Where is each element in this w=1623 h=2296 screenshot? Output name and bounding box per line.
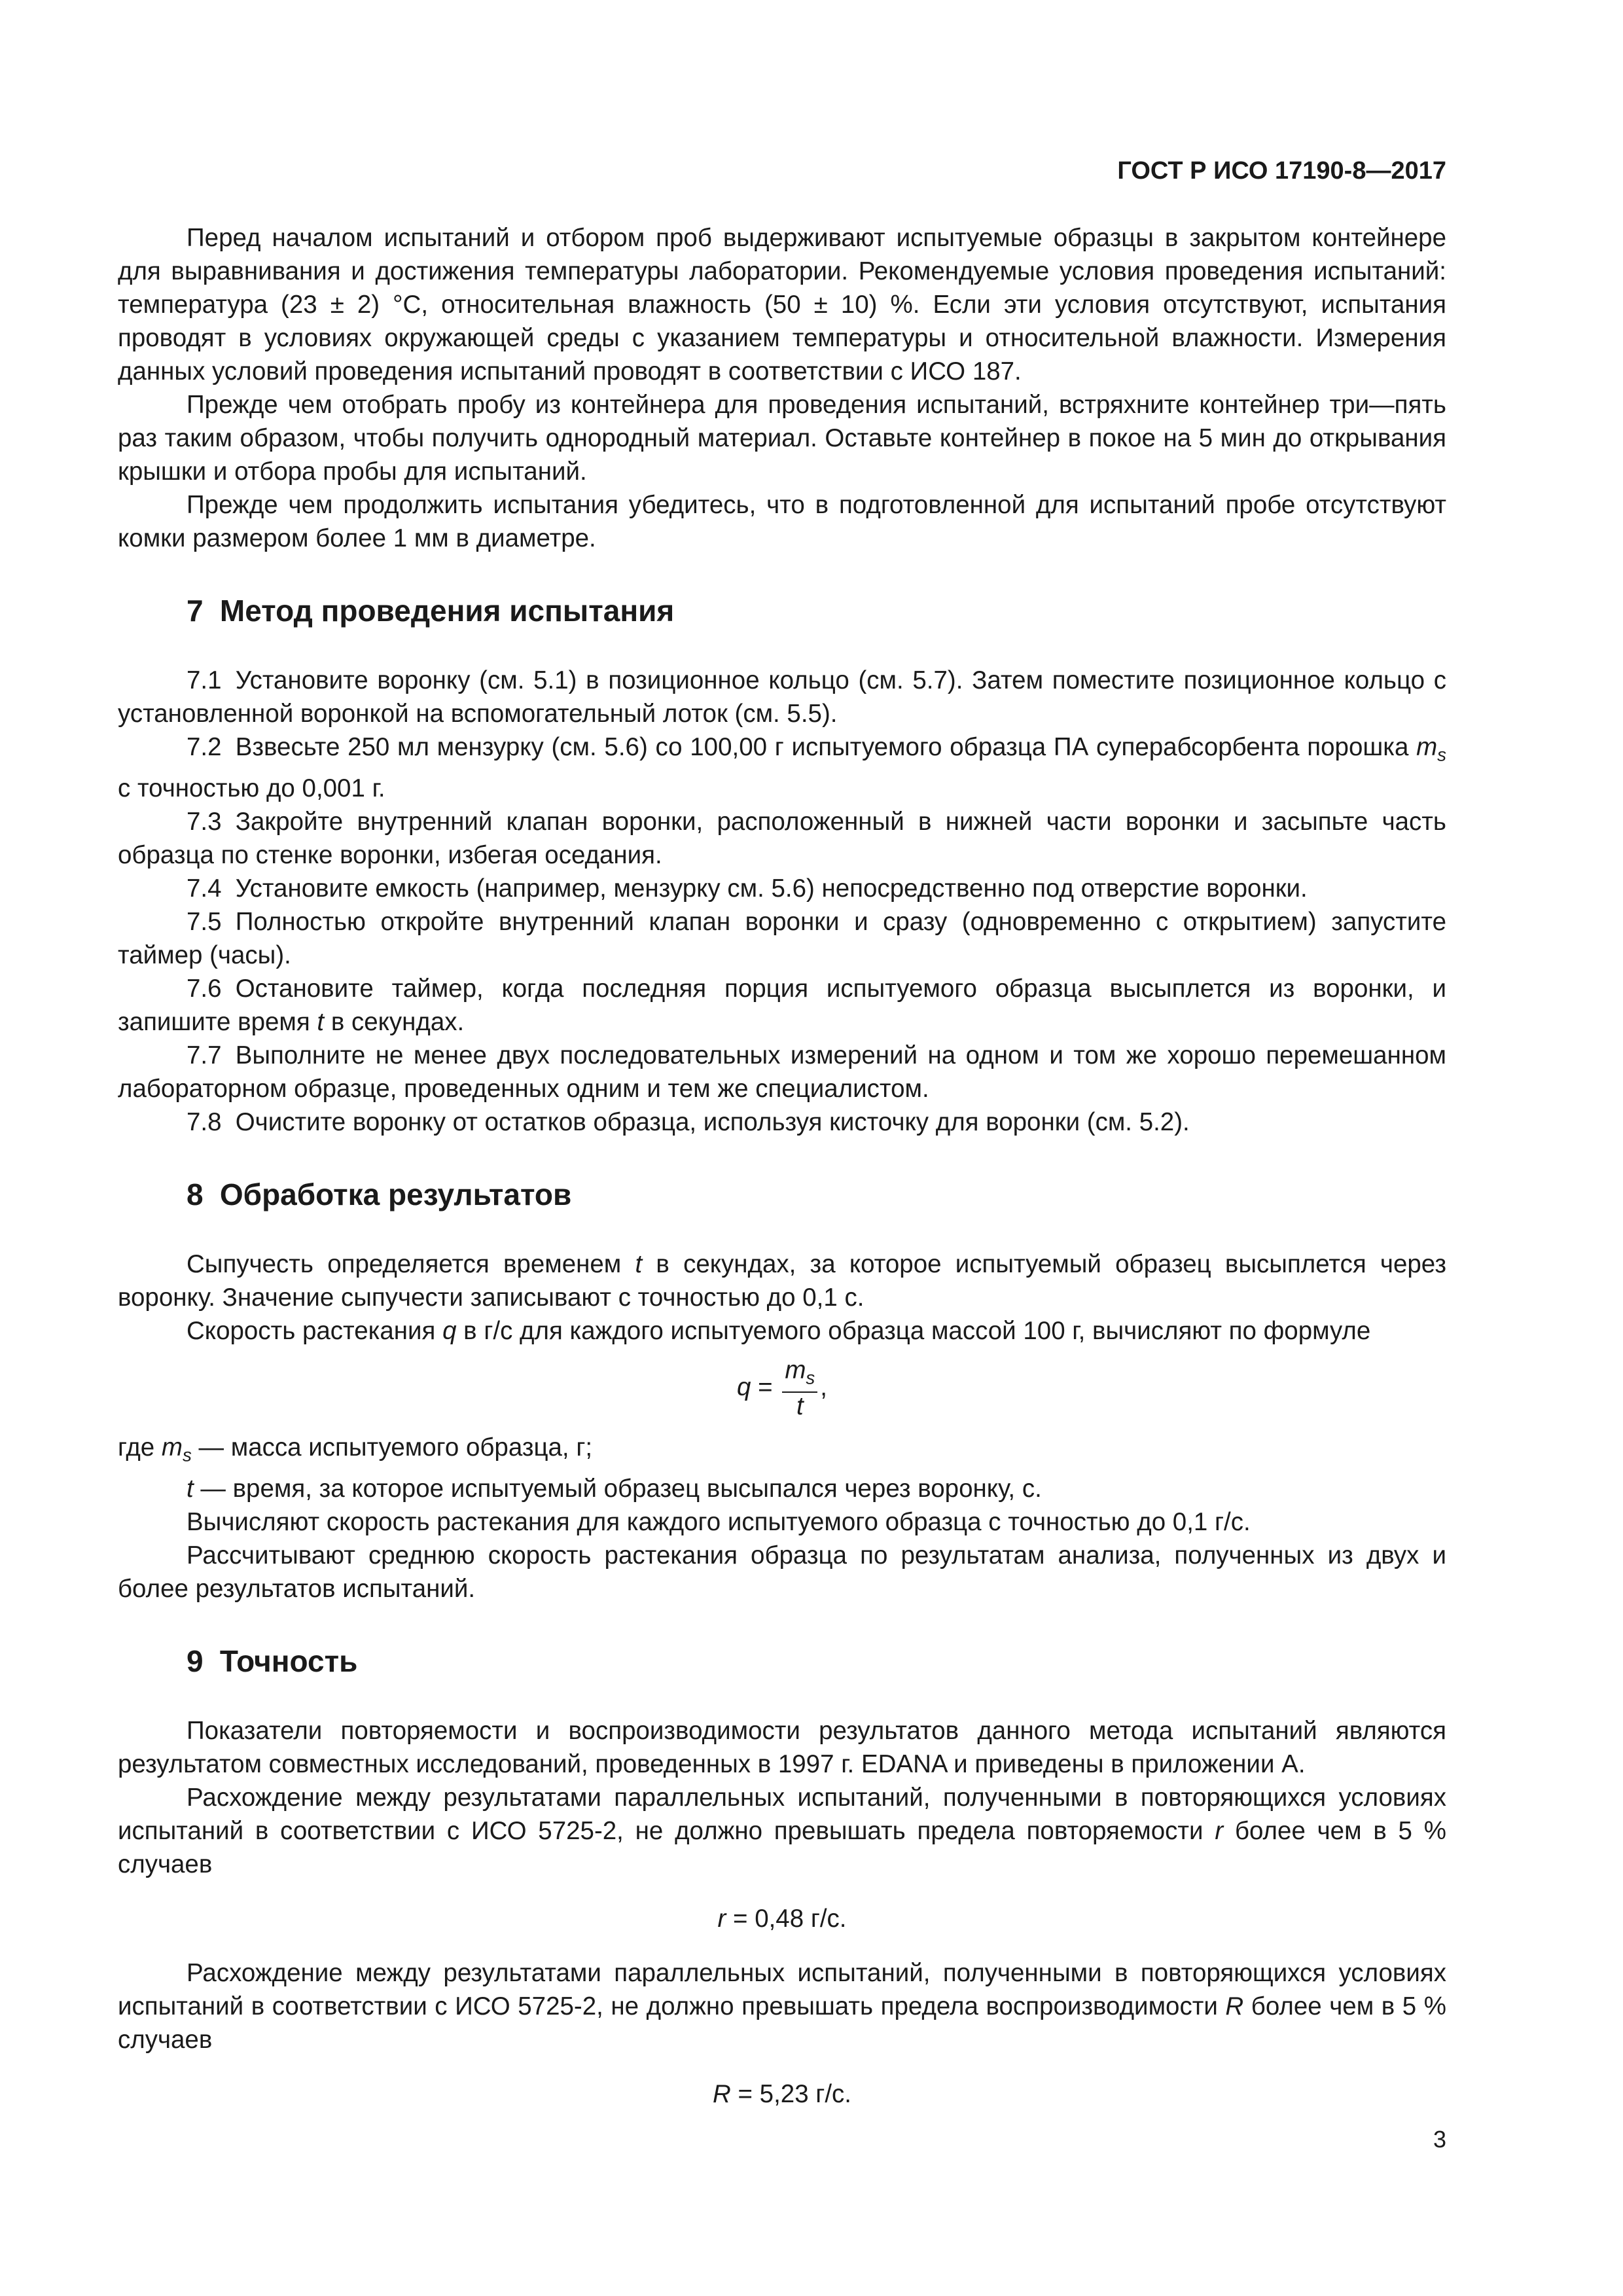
variable: R	[712, 2080, 731, 2109]
text-run: Скорость растекания	[187, 1316, 443, 1345]
section-8-paragraph-1	[118, 1247, 1446, 1314]
section-number: 8	[187, 1177, 204, 1211]
intro-paragraph-3: Прежде чем продолжить испытания убедитесь, что в подготовленной для испытаний пробе отсутствуют комки размером более 1 мм в диаметре.	[118, 491, 1446, 552]
variable: m	[1416, 733, 1438, 761]
clause-7-4	[118, 872, 1446, 905]
variable: r	[1215, 1817, 1224, 1846]
variable: q	[442, 1316, 457, 1345]
section-number: 7	[187, 594, 204, 628]
section-9-paragraph-2	[118, 1781, 1446, 1881]
formula-lhs: q	[737, 1372, 751, 1401]
clause-text: с точностью до 0,001 г.	[118, 774, 385, 802]
repeatability-equation	[118, 1902, 1446, 1935]
text-run: более чем в 5 % случаев	[118, 1992, 1446, 2054]
section-7-heading	[118, 593, 1446, 628]
flow-rate-formula	[118, 1357, 1446, 1421]
variable-subscript: s	[182, 1445, 192, 1466]
clause-7-7	[118, 1039, 1446, 1105]
formula-equals: =	[751, 1372, 780, 1401]
clause-7-2	[118, 730, 1446, 805]
clause-7-5	[118, 905, 1446, 972]
clause-text: Выполните не менее двух последовательных измерений на одном и том же хорошо перемешанном лабораторном образце, проведенных одним и тем же специалистом.	[118, 1041, 1446, 1103]
text-run: в г/с для каждого испытуемого образца массой 100 г, вычисляют по формуле	[456, 1316, 1371, 1345]
text-run: Расхождение между результатами параллельных испытаний, полученными в повторяющихся условиях испытаний в соответствии с ИСО 5725-2, не должно превышать предела воспроизводимости	[118, 1959, 1446, 2021]
clause-text: Очистите воронку от остатков образца, используя кисточку для воронки (см. 5.2).	[235, 1107, 1190, 1136]
reproducibility-equation	[118, 2077, 1446, 2111]
clause-number: 7.3	[187, 807, 222, 836]
clause-text: Взвесьте 250 мл мензурку (см. 5.6) со 100,00 г испытуемого образца ПА суперабсорбента порошка	[235, 733, 1417, 761]
text-run: = 5,23 г/с.	[730, 2080, 851, 2109]
text-run: в секундах, за которое испытуемый образец высыплется через воронку. Значение сыпучести записывают с точностью до 0,1 с.	[118, 1249, 1446, 1312]
variable: R	[1225, 1992, 1244, 2021]
variable: r	[717, 1905, 726, 1933]
clause-text: Полностью откройте внутренний клапан воронки и сразу (одновременно с открытием) запустите таймер (часы).	[118, 907, 1446, 969]
clause-number: 7.2	[187, 733, 222, 761]
intro-paragraph-2: Прежде чем отобрать пробу из контейнера для проведения испытаний, встряхните контейнер три—пять раз таким образом, чтобы получить однородный материал. Оставьте контейнер в покое на 5 мин до открывания крышки и отбора пробы для испытаний.	[118, 391, 1446, 486]
clause-7-6	[118, 972, 1446, 1039]
section-8-paragraph-2	[118, 1314, 1446, 1348]
text-run: где	[118, 1433, 162, 1462]
section-title: Точность	[219, 1644, 358, 1679]
text-run: — время, за которое испытуемый образец высыпался через воронку, с.	[193, 1475, 1042, 1503]
variable: m	[161, 1433, 183, 1462]
formula-tail: ,	[820, 1372, 827, 1401]
clause-text: Установите емкость (например, мензурку см. 5.6) непосредственно под отверстие воронки.	[235, 874, 1308, 903]
variable: t	[796, 1392, 804, 1421]
document-page	[118, 157, 1446, 2132]
fraction-numerator	[782, 1357, 817, 1393]
variable-subscript: s	[1437, 744, 1446, 765]
variable-subscript: s	[806, 1367, 815, 1388]
page-number: 3	[1433, 2126, 1446, 2153]
clause-number: 7.7	[187, 1041, 222, 1069]
clause-text: Закройте внутренний клапан воронки, расположенный в нижней части воронки и засыпьте часть образца по стенке воронки, избегая оседания.	[118, 807, 1446, 869]
text-run: — масса испытуемого образца, г;	[191, 1433, 593, 1462]
variable: t	[635, 1249, 643, 1278]
clause-number: 7.5	[187, 907, 222, 936]
section-number: 9	[187, 1644, 204, 1679]
section-title: Обработка результатов	[219, 1177, 572, 1211]
clause-number: 7.6	[187, 974, 222, 1003]
where-line-2	[118, 1472, 1446, 1505]
variable: m	[785, 1355, 806, 1384]
intro-paragraph-1: Перед началом испытаний и отбором проб выдерживают испытуемые образцы в закрытом контейнере для выравнивания и достижения температуры лаборатории. Рекомендуемые условия проведения испытаний: температура (23 ± 2) °C, относительная влажность (50 ± 10) %. Если эти условия отсутствуют, испытания проводят в условиях окружающей среды с указанием температуры и относительной влажности. Измерения данных условий проведения испытаний проводят в соответствии с ИСО 187.	[118, 224, 1446, 386]
section-9-paragraph-3	[118, 1956, 1446, 2056]
clause-number: 7.4	[187, 874, 222, 903]
clause-text: Установите воронку (см. 5.1) в позиционное кольцо (см. 5.7). Затем поместите позиционное кольцо с установленной воронкой на вспомогательный лоток (см. 5.5).	[118, 666, 1446, 728]
section-9-heading	[118, 1643, 1446, 1679]
section-9-paragraph-1: Показатели повторяемости и воспроизводимости результатов данного метода испытаний являются результатом совместных исследований, проведенных в 1997 г. EDANA и приведены в приложении А.	[118, 1717, 1446, 1779]
section-8-paragraph-4: Рассчитывают среднюю скорость растекания образца по результатам анализа, полученных из двух и более результатов испытаний.	[118, 1541, 1446, 1604]
document-header: ГОСТ Р ИСО 17190-8—2017	[1117, 157, 1446, 185]
formula-fraction	[782, 1357, 817, 1421]
variable: t	[317, 1007, 325, 1036]
clause-text: Остановите таймер, когда последняя порция испытуемого образца высыплется из воронки, и запишите время	[118, 974, 1446, 1036]
clause-text: в секундах.	[324, 1007, 465, 1036]
section-8-heading	[118, 1177, 1446, 1212]
section-title: Метод проведения испытания	[219, 594, 675, 628]
text-run: Расхождение между результатами параллельных испытаний, полученными в повторяющихся условиях испытаний в соответствии с ИСО 5725-2, не должно превышать предела повторяемости	[118, 1784, 1446, 1846]
where-line-1	[118, 1431, 1446, 1472]
clause-number: 7.8	[187, 1107, 222, 1136]
fraction-denominator	[782, 1393, 817, 1420]
clause-number: 7.1	[187, 666, 222, 694]
text-run: более чем в 5 % случаев	[118, 1817, 1446, 1879]
text-run: Сыпучесть определяется временем	[187, 1249, 635, 1278]
variable: t	[187, 1475, 194, 1503]
text-run: = 0,48 г/с.	[726, 1905, 847, 1933]
clause-7-8	[118, 1105, 1446, 1139]
section-8-paragraph-3: Вычисляют скорость растекания для каждого испытуемого образца с точностью до 0,1 г/с.	[187, 1508, 1251, 1537]
clause-7-1	[118, 664, 1446, 730]
clause-7-3	[118, 805, 1446, 872]
